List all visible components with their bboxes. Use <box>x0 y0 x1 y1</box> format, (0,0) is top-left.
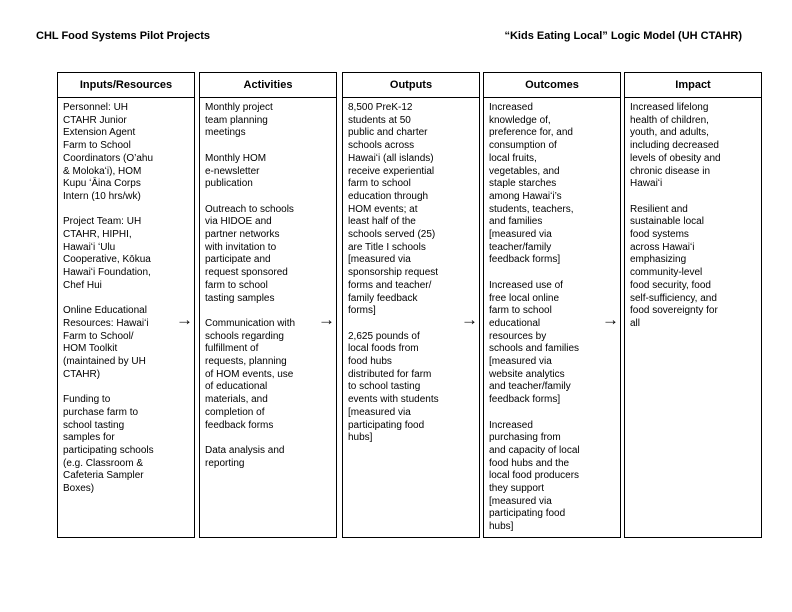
paragraph: Increased purchasing from and capacity of local food hubs and the local food producers they support [measured via participating food hubs] <box>489 419 580 533</box>
column-body <box>625 98 761 331</box>
paragraph: Monthly project team planning meetings <box>205 102 273 139</box>
paragraph: Increased knowledge of, preference for, and consumption of local fruits, vegetables, and staple starches among Hawaiʻi’s students, teachers, and families [measured via teacher/family feedback forms] <box>489 102 574 266</box>
paragraph: Resilient and sustainable local food systems across Hawaiʻi emphasizing community-level food security, food self-sufficiency, and food sovereignty for all <box>630 203 718 329</box>
paragraph: Online Educational Resources: Hawaiʻi Farm to School/ HOM Toolkit (maintained by UH CTAHR) <box>63 305 149 380</box>
column-body <box>484 98 620 534</box>
column-body <box>58 98 194 496</box>
arrow-icon: → <box>461 310 478 329</box>
column-body <box>343 98 479 445</box>
paragraph: 8,500 PreK-12 students at 50 public and charter schools across Hawaiʻi (all islands) receive experiential farm to school education through HOM events; at least half of the schools served (25) are Title I schools [measured via sponsorship request forms and teacher/ family feedback forms] <box>348 102 439 317</box>
column-heading: Inputs/Resources <box>58 73 194 98</box>
column-body <box>200 98 336 470</box>
arrow-icon: → <box>318 310 335 329</box>
column-heading: Impact <box>625 73 761 98</box>
paragraph: Increased use of free local online farm to school educational resources by schools and families [measured via website analytics and teacher/family feedback forms] <box>489 279 580 406</box>
arrow-icon: → <box>602 310 619 329</box>
paragraph: Project Team: UH CTAHR, HIPHI, Hawaiʻi ʻUlu Cooperative, Kōkua Hawaiʻi Foundation, Chef Hui <box>63 216 151 291</box>
paragraph: Personnel: UH CTAHR Junior Extension Agent Farm to School Coordinators (O’ahu & Molokaʻi), HOM Kupu ʻĀina Corps Intern (10 hrs/wk) <box>63 102 154 202</box>
column-outcomes <box>483 72 621 538</box>
column-heading: Outcomes <box>484 73 620 98</box>
paragraph: Communication with schools regarding fulfillment of requests, planning of HOM events, use of educational materials, and completion of feedback forms <box>205 317 296 431</box>
column-impact <box>624 72 762 538</box>
logic-model-title: “Kids Eating Local” Logic Model (UH CTAHR) <box>504 30 742 42</box>
paragraph: Data analysis and reporting <box>205 444 285 469</box>
paragraph: Increased lifelong health of children, youth, and adults, including decreased levels of obesity and chronic disease in Hawaiʻi <box>630 102 721 190</box>
column-activities <box>199 72 337 538</box>
arrow-icon: → <box>176 310 193 329</box>
paragraph: Outreach to schools via HIDOE and partner networks with invitation to participate and request sponsored farm to school tasting samples <box>205 203 294 304</box>
paragraph: Monthly HOM e-newsletter publication <box>205 152 267 190</box>
document-title: CHL Food Systems Pilot Projects <box>36 30 211 42</box>
paragraph: Funding to purchase farm to school tasting samples for participating schools (e.g. Classroom & Cafeteria Sampler Boxes) <box>63 394 154 495</box>
paragraph: 2,625 pounds of local foods from food hubs distributed for farm to school tasting events with students [measured via participating food hubs] <box>348 330 439 444</box>
column-inputs-resources <box>57 72 195 538</box>
column-heading: Outputs <box>343 73 479 98</box>
column-heading: Activities <box>200 73 336 98</box>
column-outputs <box>342 72 480 538</box>
